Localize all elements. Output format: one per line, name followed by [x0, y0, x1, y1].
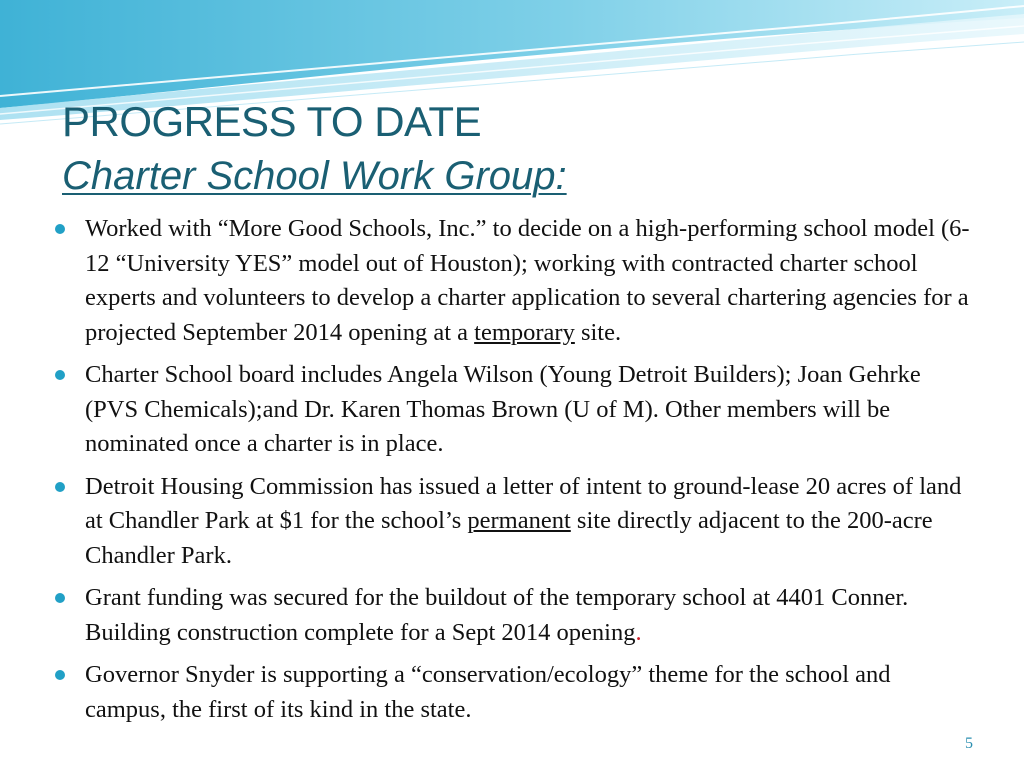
bullet-list	[50, 212, 970, 735]
title-block	[62, 96, 962, 204]
slide-subtitle: Charter School Work Group:	[62, 154, 567, 198]
bullet-dot-icon	[55, 670, 65, 680]
bullet-item	[50, 658, 970, 727]
page-number: 5	[965, 735, 973, 752]
bullet-item	[50, 212, 970, 350]
bullet-text: Governor Snyder is supporting a “conservation/ecology” theme for the school and campus, the first of its kind in the state.	[85, 661, 891, 723]
bullet-dot-icon	[55, 482, 65, 492]
bullet-dot-icon	[55, 224, 65, 234]
bullet-text: Detroit Housing Commission has issued a letter of intent to ground-lease 20 acres of land at Chandler Park at $1 for the school’s	[85, 472, 962, 534]
slide-title: PROGRESS TO DATE	[62, 98, 482, 145]
bullet-underlined-text: temporary	[474, 318, 575, 346]
bullet-red-period: .	[635, 618, 642, 646]
bullet-dot-icon	[55, 593, 65, 603]
bullet-text: Charter School board includes Angela Wilson (Young Detroit Builders); Joan Gehrke (PVS Chemicals);and Dr. Karen Thomas Brown (U of M). Other members will be nominated once a charter is in place.	[85, 361, 921, 457]
bullet-text: site.	[574, 318, 622, 346]
bullet-text: Worked with “More Good Schools, Inc.” to decide on a high-performing school model (6-12 “University YES” model out of Houston); working with contracted charter school experts and volunteers to develop a charter application to several chartering agencies for a projected September 2014 opening at a	[85, 215, 970, 346]
bullet-item	[50, 358, 970, 462]
bullet-underlined-text: permanent	[467, 507, 571, 534]
bullet-text: Grant funding was secured for the buildout of the temporary school at 4401 Conner. Building construction complete for a Sept 2014 opening	[85, 584, 909, 646]
bullet-item	[50, 581, 970, 650]
bullet-text: site directly adjacent to the 200-acre Chandler Park.	[85, 507, 933, 569]
bullet-dot-icon	[55, 370, 65, 380]
bullet-item	[50, 470, 970, 574]
